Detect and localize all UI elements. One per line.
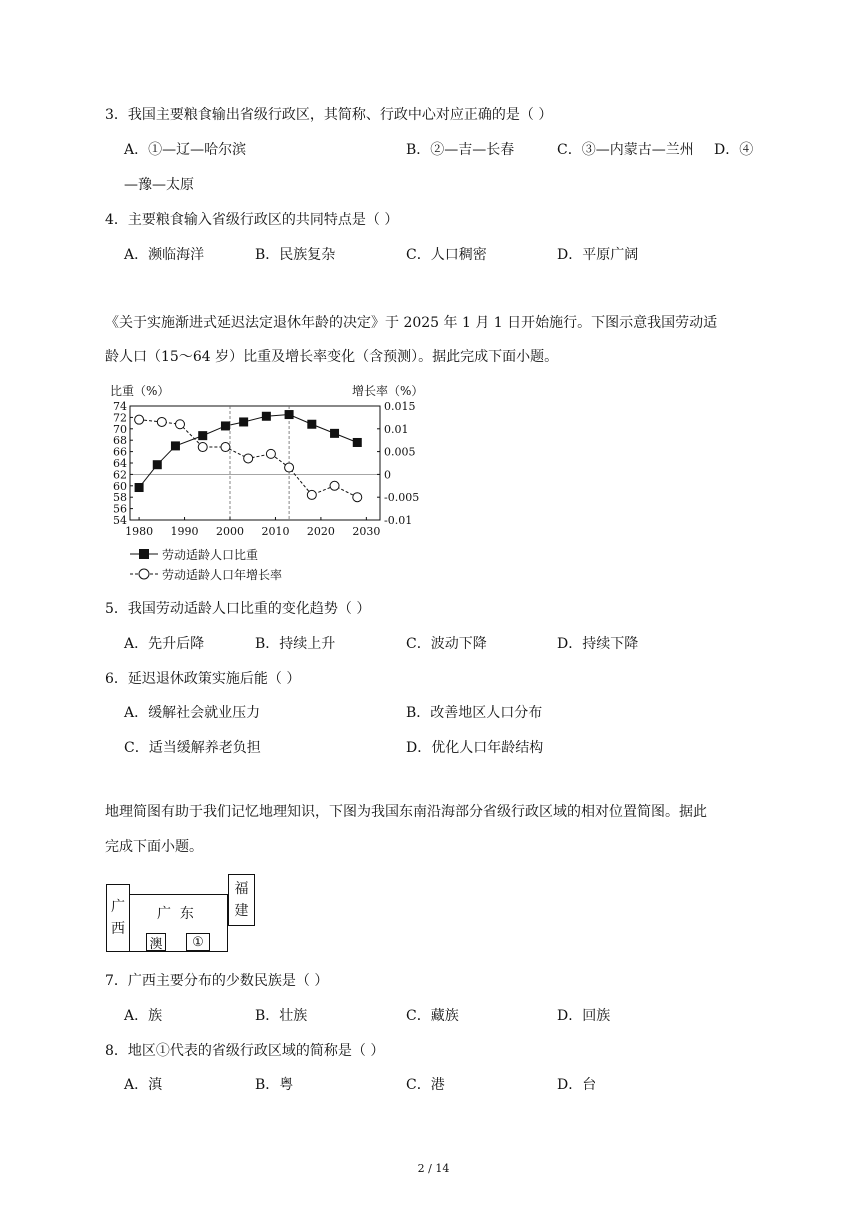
- q8-option-d: D．台: [557, 1077, 597, 1093]
- growth-point-2013: [285, 463, 294, 472]
- map-guangxi: [106, 884, 130, 952]
- left-tick-label: 70: [113, 422, 127, 436]
- ratio-point-2028: [353, 438, 362, 447]
- left-tick-label: 68: [113, 434, 127, 448]
- q3-option-a: A．①—辽—哈尔滨: [124, 142, 247, 158]
- map-region-1: [186, 933, 210, 951]
- q3-option-d: D．④: [714, 142, 754, 158]
- ratio-point-1999: [221, 421, 230, 430]
- left-tick-label: 66: [113, 445, 127, 459]
- left-tick-label: 62: [113, 468, 127, 482]
- right-tick-label: -0.005: [384, 491, 420, 505]
- growth-point-2023: [330, 481, 339, 490]
- growth-point-2018: [307, 490, 316, 499]
- intro-paragraph-2-line-2: 完成下面小题。: [105, 839, 203, 855]
- x-tick-label: 2020: [306, 525, 335, 538]
- left-tick-label: 72: [113, 411, 127, 425]
- ratio-point-2023: [330, 429, 339, 438]
- ratio-point-2008: [262, 412, 271, 421]
- q4-stem: 4．主要粮食输入省级行政区的共同特点是（ ）: [105, 212, 399, 228]
- legend-label-growth: 劳动适龄人口年增长率: [162, 568, 283, 582]
- growth-point-1980: [135, 415, 144, 424]
- q8-option-b: B．粤: [255, 1077, 294, 1093]
- left-tick-label: 64: [113, 457, 127, 470]
- q5-stem: 5．我国劳动适龄人口比重的变化趋势（ ）: [105, 601, 371, 617]
- q6-option-d: D．优化人口年龄结构: [406, 740, 544, 756]
- ratio-point-2003: [239, 417, 248, 426]
- right-tick-label: 0.015: [384, 400, 416, 413]
- q4-option-b: B．民族复杂: [255, 247, 336, 263]
- right-tick-label: 0.005: [384, 445, 416, 459]
- q4-option-c: C．人口稠密: [406, 247, 487, 263]
- growth-point-1994: [198, 443, 207, 452]
- q8-option-c: C．港: [406, 1077, 445, 1093]
- right-axis-label: 增长率（%）: [352, 384, 424, 398]
- growth-point-2009: [266, 449, 275, 458]
- ratio-point-1994: [198, 431, 207, 440]
- map-fujian: [228, 874, 255, 926]
- legend-marker-growth: [139, 569, 149, 579]
- q5-option-d: D．持续下降: [557, 636, 639, 652]
- q7-option-c: C．藏族: [406, 1008, 459, 1024]
- q7-stem: 7．广西主要分布的少数民族是（ ）: [105, 973, 329, 989]
- q7-option-d: D．回族: [557, 1008, 611, 1024]
- q3-option-c: C．③—内蒙古—兰州: [557, 142, 694, 158]
- left-tick-label: 60: [113, 479, 127, 493]
- growth-point-1999: [221, 443, 230, 452]
- x-tick-label: 2010: [261, 525, 290, 538]
- page-number: 2 / 14: [417, 1162, 450, 1175]
- q5-option-b: B．持续上升: [255, 636, 336, 652]
- intro-paragraph-2-line-1: 地理简图有助于我们记忆地理知识，下图为我国东南沿海部分省级行政区域的相对位置简图。据此: [105, 804, 707, 820]
- growth-point-1989: [176, 420, 185, 429]
- q6-stem: 6．延迟退休政策实施后能（ ）: [105, 671, 301, 687]
- left-tick-label: 56: [113, 502, 127, 516]
- map-region-1-label: ①: [192, 934, 204, 950]
- labor-population-chart: [100, 378, 430, 588]
- x-tick-label: 1990: [170, 525, 199, 538]
- q6-option-b: B．改善地区人口分布: [406, 705, 543, 721]
- right-tick-label: 0: [384, 468, 391, 482]
- map-guangdong-label: 广 东: [157, 906, 194, 922]
- left-tick-label: 74: [113, 400, 127, 413]
- intro-paragraph-1-line-1: 《关于实施渐进式延迟法定退休年龄的决定》于 2025 年 1 月 1 日开始施行。下图示意我国劳动适: [105, 315, 718, 331]
- x-tick-label: 2030: [352, 525, 381, 538]
- plot-frame: [130, 406, 380, 520]
- x-tick-label: 2000: [216, 525, 244, 538]
- ratio-point-1980: [135, 483, 144, 492]
- left-axis-label: 比重（%）: [110, 384, 170, 398]
- ratio-point-2018: [307, 420, 316, 429]
- ratio-point-2013: [285, 410, 294, 419]
- map-fujian-char-1: 福: [234, 881, 249, 897]
- legend-label-ratio: 劳动适龄人口比重: [162, 548, 259, 562]
- ratio-series-line: [139, 415, 357, 488]
- left-tick-label: 58: [113, 491, 127, 505]
- x-tick-label: 1980: [125, 525, 154, 538]
- map-fujian-char-2: 建: [234, 903, 249, 919]
- map-guangxi-char-1: 广: [111, 899, 125, 915]
- q3-option-b: B．②—吉—长春: [406, 142, 515, 158]
- ratio-point-1988: [171, 441, 180, 450]
- q5-option-a: A．先升后降: [124, 636, 205, 652]
- q3-stem: 3．我国主要粮食输出省级行政区，其简称、行政中心对应正确的是（ ）: [105, 107, 553, 123]
- right-tick-label: -0.01: [384, 514, 413, 527]
- right-tick-label: 0.01: [384, 422, 409, 436]
- q5-option-c: C．波动下降: [406, 636, 487, 652]
- q8-option-a: A．滇: [124, 1077, 163, 1093]
- province-sketch-map: [106, 874, 256, 954]
- q8-stem: 8．地区①代表的省级行政区域的简称是（ ）: [105, 1043, 385, 1059]
- ratio-point-1984: [153, 460, 162, 469]
- growth-point-2028: [353, 493, 362, 502]
- q6-option-a: A．缓解社会就业压力: [124, 705, 261, 721]
- q6-option-c: C．适当缓解养老负担: [124, 740, 261, 756]
- q4-option-a: A．濒临海洋: [124, 247, 205, 263]
- q7-option-b: B．壮族: [255, 1008, 308, 1024]
- legend-marker-ratio: [139, 549, 149, 559]
- growth-point-2004: [244, 454, 253, 463]
- map-guangxi-char-2: 西: [111, 921, 125, 937]
- q4-option-d: D．平原广阔: [557, 247, 639, 263]
- map-guangdong: [129, 894, 228, 952]
- q3-option-d-continued: —豫—太原: [124, 177, 194, 193]
- map-macau: [146, 933, 166, 951]
- map-macau-label: 澳: [149, 936, 163, 952]
- left-tick-label: 54: [113, 514, 127, 527]
- growth-point-1985: [157, 417, 166, 426]
- q7-option-a: A．族: [124, 1008, 163, 1024]
- intro-paragraph-1-line-2: 龄人口（15～64 岁）比重及增长率变化（含预测）。据此完成下面小题。: [105, 349, 559, 365]
